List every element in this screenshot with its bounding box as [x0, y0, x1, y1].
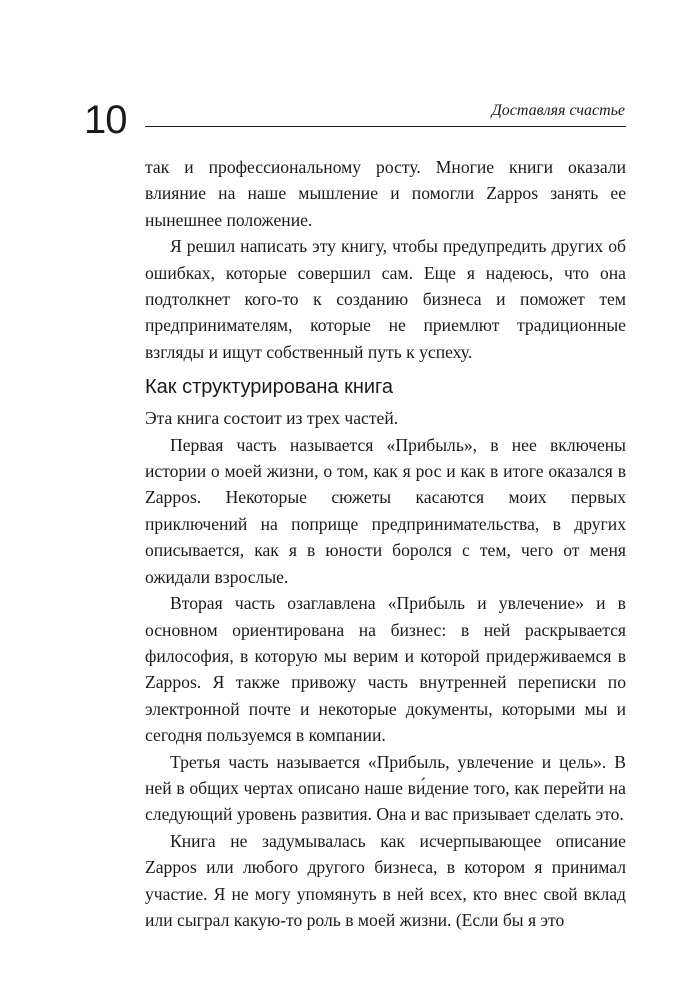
paragraph: Эта книга состоит из трех частей.: [145, 408, 399, 429]
paragraph: Третья часть называется «Прибыль, увлечение и цель». В ней в общих чертах описано наше ви́дение того, как перейти на следующий уровень развития. Она и вас призывает сделать это.: [145, 751, 626, 825]
section-heading: Как структурирована книга: [145, 376, 394, 399]
running-title: Доставляя счастье: [491, 102, 625, 119]
body-text: [145, 154, 626, 933]
header-rule: [145, 126, 626, 127]
paragraph-continuation: так и профессиональному росту. Многие книги оказали влияние на наше мышление и помогли Zappos занять ее нынешнее положение.: [145, 157, 626, 230]
paragraph: Вторая часть озаглавлена «Прибыль и увлечение» и в основном ориентирована на бизнес: в ней раскрывается философия, в которую мы верим и которой придерживаемся в Zappos. Я также привожу часть внутренней переписки по электронной почте и некоторые документы, которыми мы и сегодня пользуемся в компании.: [145, 593, 626, 746]
paragraph: Книга не задумывалась как исчерпывающее описание Zappos или любого другого бизнеса, в котором я принимал участие. Я не могу упомянуть в ней всех, кто внес свой вклад или сыграл какую-то роль в моей жизни. (Если бы я это: [145, 830, 626, 930]
paragraph: Я решил написать эту книгу, чтобы предупредить других об ошибках, которые совершил сам. Еще я надеюсь, что она подтолкнет кого-то к созданию бизнеса и поможет тем предпринимателям, которые не приемлют традиционные взгляды и ищут собственный путь к успеху.: [145, 236, 626, 362]
paragraph: Первая часть называется «Прибыль», в нее включены истории о моей жизни, о том, как я рос и как в итоге оказался в Zappos. Некоторые сюжеты касаются моих первых приключений на поприще предпринимательства, в других описывается, как я в юности боролся с тем, чего от меня ожидали взрослые.: [145, 434, 626, 587]
page-number: 10: [84, 98, 127, 142]
